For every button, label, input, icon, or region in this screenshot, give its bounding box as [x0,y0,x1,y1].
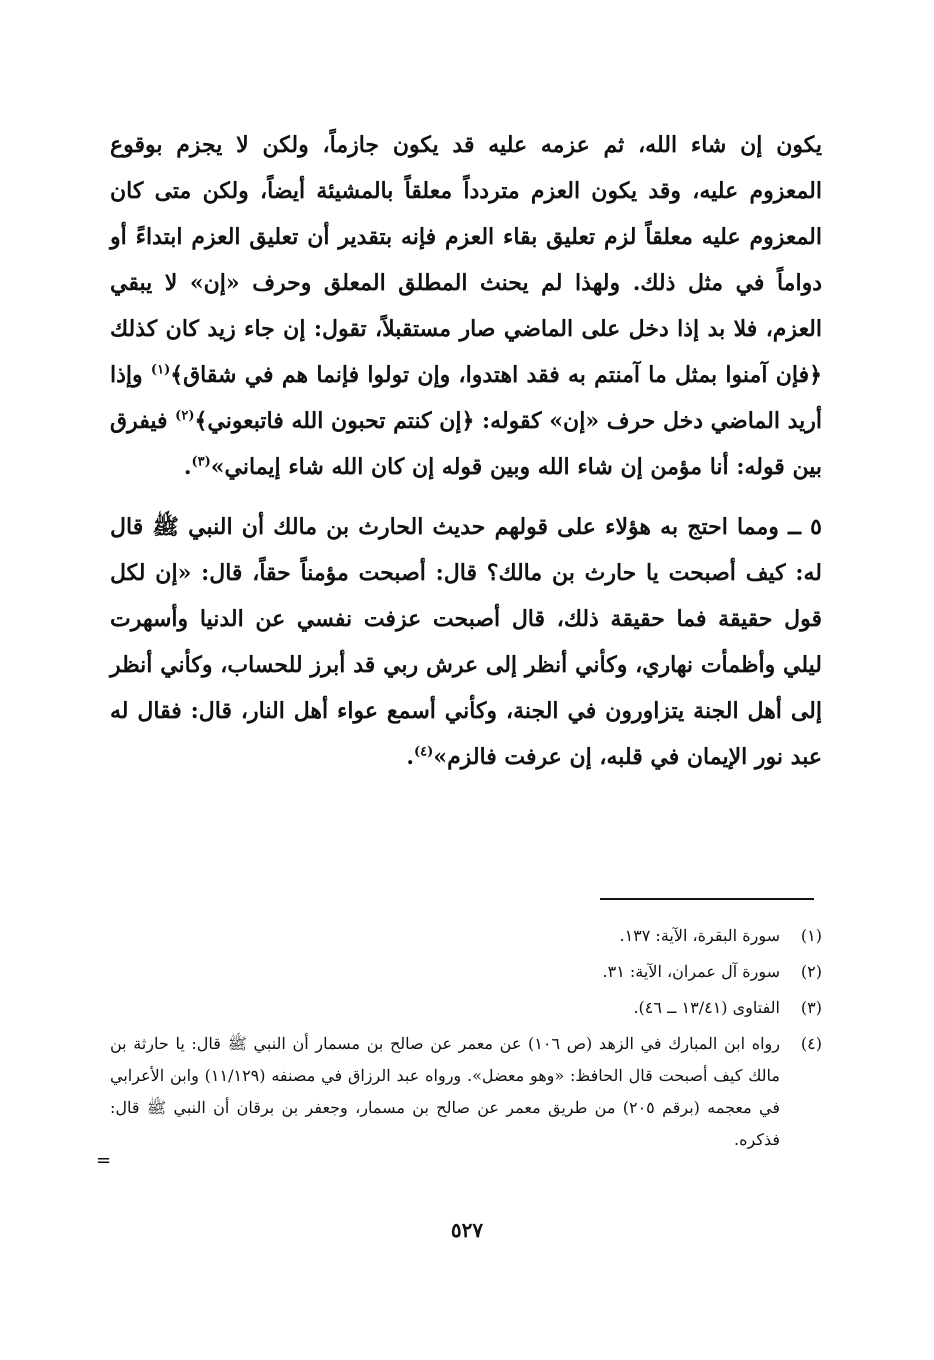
footnote-text: سورة آل عمران، الآية: ٣١. [602,962,780,981]
footnote-number: (١) [800,926,822,945]
footnote-separator-line [600,898,814,900]
text-segment: ٥ ــ ومما احتج به هؤلاء على قولهم حديث الحارث بن مالك أن النبي ﷺ قال له: كيف أصبحت يا حارث بن مالك؟ قال: أصبحت مؤمناً حقاً، قال: «إن لكل قول حقيقة فما حقيقة ذلك، قال أصبحت عزفت نفسي عن الدنيا وأسهرت ليلي وأظمأت نهاري، وكأني أنظر إلى عرش ربي قد أبرز للحساب، وكأني أنظر إلى أهل الجنة يتزاورون في الجنة، وكأني أسمع عواء أهل النار، قال: فقال له عبد نور الإيمان في قلبه، إن عرفت فالزم» [110,514,822,770]
page-number: ٥٢٧ [450,1218,484,1242]
footnote-item [110,1028,822,1156]
footnote-item [110,992,822,1024]
footnote-item [110,920,822,952]
footnote-item [110,956,822,988]
footnotes-section [110,920,822,1160]
continuation-mark: = [96,1150,112,1171]
text-segment: وإذا أريد الماضي دخل حرف «إن» كقوله: ﴿إن كنتم تحبون الله فاتبعوني﴾ [110,362,823,434]
footnote-number: (٤) [800,1034,822,1053]
footnote-text: الفتاوى (١٣/٤١ ــ ٤٦). [633,998,780,1017]
text-segment: فيفرق بين قوله: أنا مؤمن إن شاء الله وبين قوله إن كان الله شاء إيماني» [110,408,822,480]
text-segment: يكون إن شاء الله، ثم عزمه عليه قد يكون جازماً، ولكن لا يجزم بوقوع المعزوم عليه، وقد يكون العزم متردداً معلقاً بالمشيئة أيضاً، ولكن متى كان المعزوم عليه معلقاً لزم تعليق بقاء العزم فإنه بتقدير أن تعليق العزم ابتداءً أو دواماً في مثل ذلك. ولهذا لم يحنث المطلق المعلق وحرف «إن» لا يبقي العزم، فلا بد إذا دخل على الماضي صار مستقبلاً، تقول: إن جاء زيد كان كذلك ﴿فإن آمنوا بمثل ما آمنتم به فقد اهتدوا، وإن تولوا فإنما هم في شقاق﴾ [110,132,822,388]
footnote-text: سورة البقرة، الآية: ١٣٧. [619,926,780,945]
footnote-number: (٢) [800,962,822,981]
footnote-ref-3[interactable]: (٣) [191,454,211,470]
text-segment: . [183,454,192,480]
text-segment: . [406,744,415,770]
footnote-ref-2[interactable]: (٢) [175,408,195,424]
paragraph [110,122,822,490]
paragraph [110,504,822,780]
footnote-ref-1[interactable]: (١) [150,362,171,378]
footnote-ref-4[interactable]: (٤) [414,744,434,760]
footnote-number: (٣) [800,998,822,1017]
main-text-body [110,122,822,780]
footnote-text: رواه ابن المبارك في الزهد (ص ١٠٦) عن معمر عن صالح بن مسمار أن النبي ﷺ قال: يا حارثة بن مالك كيف أصبحت قال الحافظ: «وهو معضل». ورواه عبد الرزاق في مصنفه (١١/١٢٩) وابن الأعرابي في معجمه (برقم ٢٠٥) من طريق معمر عن صالح بن مسمار، وجعفر بن برقان أن النبي ﷺ قال: فذكره. [110,1034,780,1149]
